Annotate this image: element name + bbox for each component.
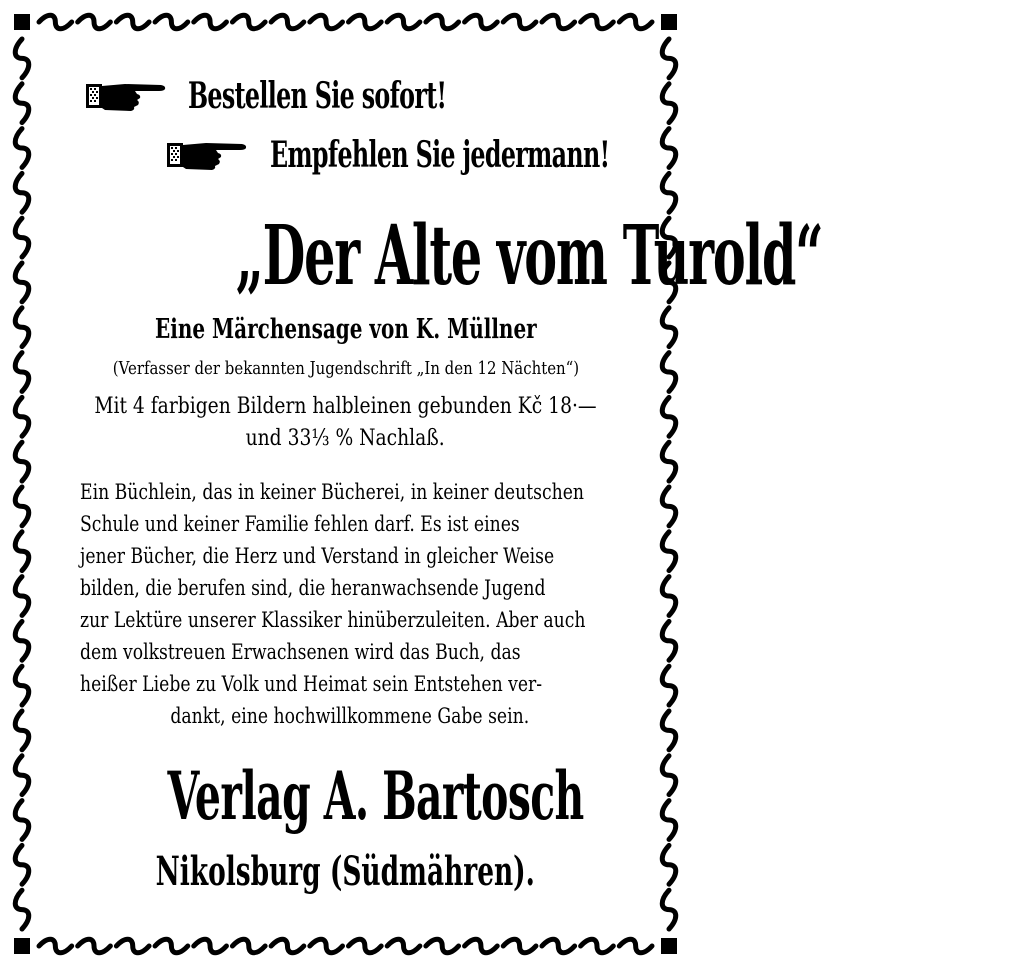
border-wave [15,801,29,840]
border-wave [542,939,575,953]
publisher-location-text: Nikolsburg (Südmähren). [155,848,536,895]
border-wave [271,15,304,29]
description-line-text: jener Bücher, die Herz und Verstand in gleicher Weise [80,544,555,568]
border-corner [661,14,677,30]
border-wave [581,15,614,29]
description-line [80,476,620,508]
border-wave [155,15,188,29]
border-wave [15,442,29,481]
border-wave [465,939,498,953]
border-wave [662,577,676,616]
border-wave [426,939,459,953]
border-wave [194,15,227,29]
book-subtitle-text: Eine Märchensage von K. Müllner [154,314,537,345]
description-line-text: Ein Büchlein, das in keiner Bücherei, in keiner deutschen [80,480,584,504]
border-wave [15,577,29,616]
pointing-hand-icon [85,78,167,114]
border-wave [15,308,29,347]
border-wave [271,939,304,953]
description-line-text: dem volkstreuen Erwachsenen wird das Buch, das [80,640,521,664]
border-wave [662,442,676,481]
border-wave [15,263,29,302]
border-wave [662,129,676,168]
border-wave [194,939,227,953]
border-wave [503,939,536,953]
border-wave [15,845,29,884]
description-line [80,540,620,572]
border-wave [662,666,676,705]
description-line [80,572,620,604]
border-wave [232,939,265,953]
publisher-name-text: Verlag A. Bartosch [167,757,584,835]
border-wave [15,532,29,571]
description-line-text: dankt, eine hochwillkommene Gabe sein. [170,704,530,728]
border-wave [310,939,343,953]
book-description [80,476,620,732]
border-wave [662,845,676,884]
border-wave [465,15,498,29]
description-line-text: zur Lektüre unserer Klassiker hinüberzuleiten. Aber auch [80,608,586,632]
edition-details [40,391,651,423]
border-wave [78,15,111,29]
description-line-text: heißer Liebe zu Volk und Heimat sein Entstehen ver- [80,672,543,696]
border-wave [662,39,676,78]
border-wave [349,15,382,29]
book-title-text: „Der Alte vom Turold“ [235,208,823,304]
border-wave [619,939,652,953]
description-line [80,700,620,732]
discount-details-text: und 33⅓ % Nachlaß. [245,426,446,451]
discount-details [40,423,651,455]
border-wave [662,890,676,929]
border-wave [116,939,149,953]
border-wave [39,939,72,953]
border-wave [662,711,676,750]
border-wave [15,756,29,795]
description-line [80,604,620,636]
border-wave [15,173,29,212]
book-subtitle [40,312,651,348]
border-wave [581,939,614,953]
book-title [40,206,823,306]
description-line [80,668,620,700]
border-wave [15,129,29,168]
author-note [40,355,651,383]
description-line-text: Schule und keiner Familie fehlen darf. Es ist eines [80,512,520,536]
border-wave [15,353,29,392]
publisher-location [40,848,651,896]
order-now-callout: Bestellen Sie sofort! [188,75,447,117]
border-wave [662,308,676,347]
description-line-text: bilden, die berufen sind, die heranwachsende Jugend [80,576,546,600]
border-wave [15,666,29,705]
border-wave [78,939,111,953]
border-wave [310,15,343,29]
description-line [80,636,620,668]
border-wave [426,15,459,29]
description-line [80,508,620,540]
border-wave [15,487,29,526]
border-wave [662,353,676,392]
border-wave [542,15,575,29]
border-wave [15,397,29,436]
border-wave [662,532,676,571]
border-wave [662,621,676,660]
border-corner [14,938,30,954]
border-wave [15,84,29,123]
border-wave [503,15,536,29]
border-wave [15,890,29,929]
edition-details-text: Mit 4 farbigen Bildern halbleinen gebunden Kč 18·— [94,394,597,419]
border-wave [387,939,420,953]
border-wave [662,756,676,795]
border-wave [15,39,29,78]
border-wave [662,84,676,123]
border-wave [232,15,265,29]
border-wave [662,487,676,526]
border-wave [116,15,149,29]
recommend-callout: Empfehlen Sie jedermann! [270,134,610,176]
border-wave [15,621,29,660]
publisher-name [40,752,651,840]
author-note-text: (Verfasser der bekannten Jugendschrift „In den 12 Nächten“) [112,358,579,379]
border-wave [387,15,420,29]
border-wave [662,801,676,840]
pointing-hand-icon [166,137,248,173]
border-wave [349,939,382,953]
border-wave [39,15,72,29]
border-wave [662,397,676,436]
border-wave [155,939,188,953]
border-wave [15,711,29,750]
border-wave [15,218,29,257]
border-corner [14,14,30,30]
border-wave [619,15,652,29]
border-corner [661,938,677,954]
